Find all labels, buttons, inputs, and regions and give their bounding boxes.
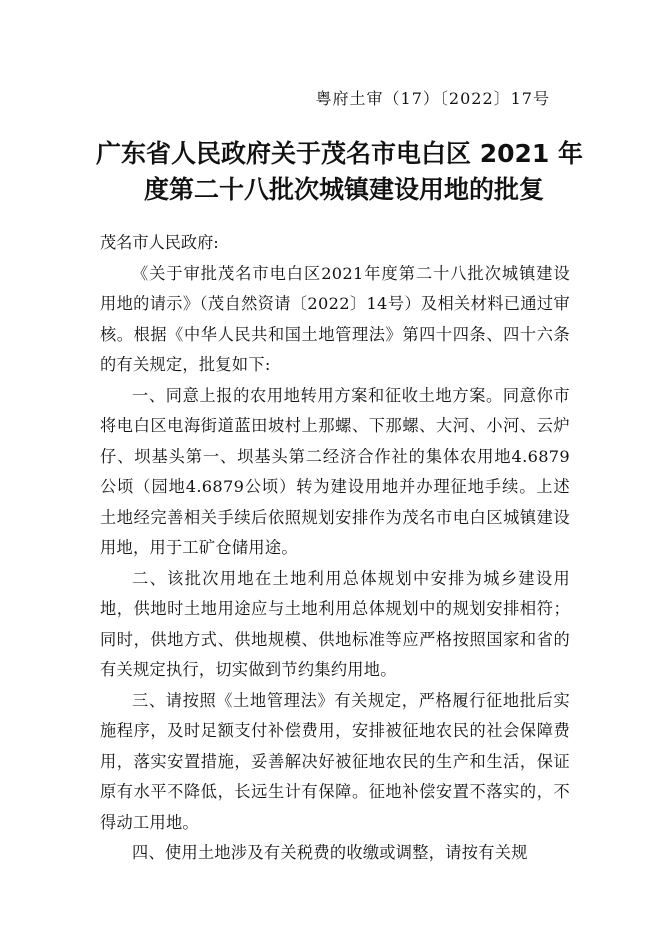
salutation: 茂名市人民政府: bbox=[100, 233, 219, 252]
paragraph-item-2: 二、该批次用地在土地利用总体规划中安排为城乡建设用地，供地时土地用途应与土地利用总体规划中的规划安排相符；同时，供地方式、供地规模、供地标准等应严格按照国家和省的有关规定执行，切实做到节约集约用地。 bbox=[100, 568, 570, 679]
document-body bbox=[100, 228, 570, 869]
title-line-1: 广东省人民政府关于茂名市电白区 2021 年 bbox=[96, 139, 583, 168]
document-number: 粤府土审（17）〔2022〕17号 bbox=[315, 89, 550, 108]
paragraph-item-1: 一、同意上报的农用地转用方案和征收土地方案。同意你市将电白区电海街道蓝田坡村上那螺、下那螺、大河、小河、云炉仔、坝基头第一、坝基头第二经济合作社的集体农用地4.6879公顷（园地4.6879公顷）转为建设用地并办理征地手续。上述土地经完善相关手续后依照规划安排作为茂名市电白区城镇建设用地，用于工矿仓储用途。 bbox=[100, 385, 570, 557]
paragraph-intro: 《关于审批茂名市电白区2021年度第二十八批次城镇建设用地的请示》（茂自然资请〔2022〕14号）及相关材料已通过审核。根据《中华人民共和国土地管理法》第四十四条、四十六条的有关规定，批复如下: bbox=[100, 263, 570, 374]
paragraph-item-3: 三、请按照《土地管理法》有关规定，严格履行征地批后实施程序，及时足额支付补偿费用，安排被征地农民的社会保障费用，落实安置措施，妥善解决好被征地农民的生产和生活，保证原有水平不降低，长远生计有保障。征地补偿安置不落实的，不得动工用地。 bbox=[100, 690, 570, 832]
paragraph-item-4: 四、使用土地涉及有关税费的收缴或调整，请按有关规 bbox=[132, 843, 528, 862]
title-line-2: 度第二十八批次城镇建设用地的批复 bbox=[144, 175, 545, 204]
document-title bbox=[96, 136, 583, 208]
